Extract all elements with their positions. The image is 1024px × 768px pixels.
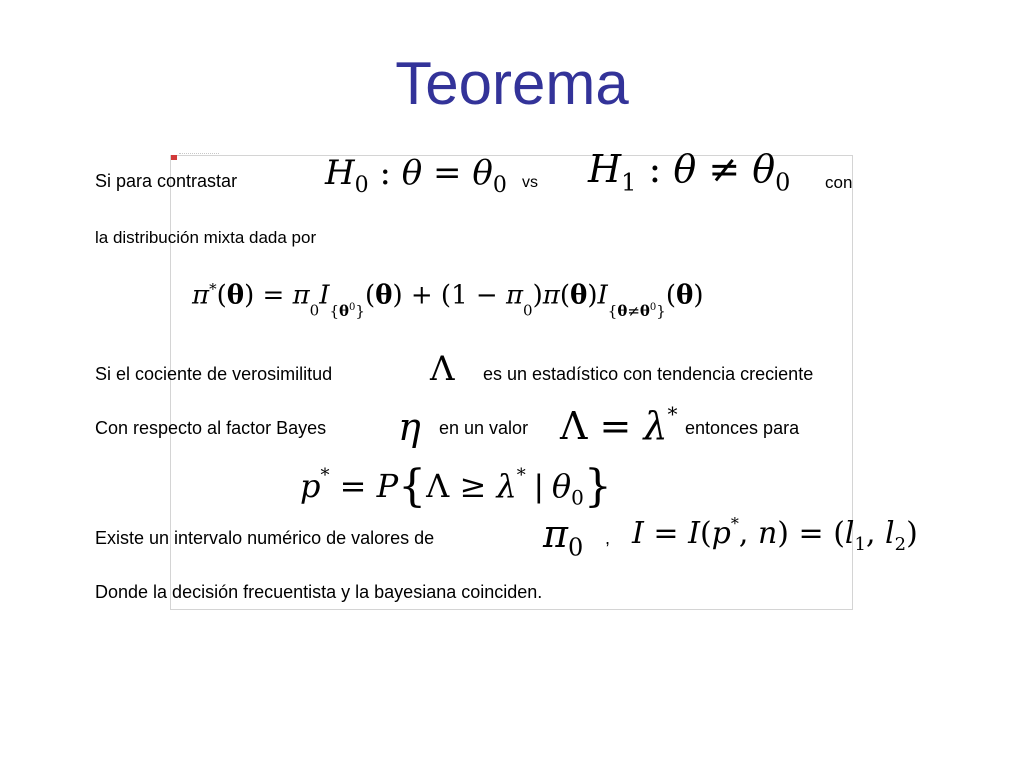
formula-h0: $H_0$ : $\theta = \theta_0$ [325, 153, 507, 198]
symbol-eta: η [398, 405, 421, 449]
text-vs: vs [522, 174, 538, 191]
text-factor-bayes: Con respecto al factor Bayes [95, 418, 327, 438]
embedded-object-marker [171, 155, 177, 160]
text-distribucion-mixta: la distribución mixta dada por [95, 228, 317, 247]
text-entonces-para: entonces para [685, 418, 800, 438]
formula-p-star: p* = P{Λ ≥ λ* | $\theta_0$} [300, 461, 612, 512]
text-intervalo-numerico: Existe un intervalo numérico de valores de [95, 528, 435, 548]
slide-title: Teorema [395, 50, 629, 117]
symbol-lambda: Λ [430, 349, 455, 389]
text-en-un-valor: en un valor [439, 418, 529, 438]
formula-lambda-eq: Λ = λ* [560, 402, 678, 448]
text-decision-coinciden: Donde la decisión frecuentista y la bayesiana coinciden. [95, 582, 543, 602]
text-cociente-verosimilitud: Si el cociente de verosimilitud [95, 364, 333, 384]
symbol-pi0: $\pi_0$ [543, 512, 584, 562]
formula-mixture: $\pi^*(\theta) = \pi_0I_{\{\theta^0\}}(\theta) + (1 - \pi_0)\pi(\theta)I_{\{\theta\ne\theta^0\}}(\theta)$ [192, 280, 704, 320]
embedded-object-caption [179, 153, 219, 156]
formula-interval: I = I(p*, $n) = (l_1$, $l_2$) [632, 514, 918, 555]
text-comma: , [605, 528, 611, 548]
text-estadistico-creciente: es un estadístico con tendencia creciente [483, 364, 814, 384]
text-con: con [825, 173, 853, 192]
formula-h1: $H_1$ : $\theta \ne \theta_0$ [588, 147, 791, 197]
text-si-para-contrastar: Si para contrastar [95, 171, 238, 191]
